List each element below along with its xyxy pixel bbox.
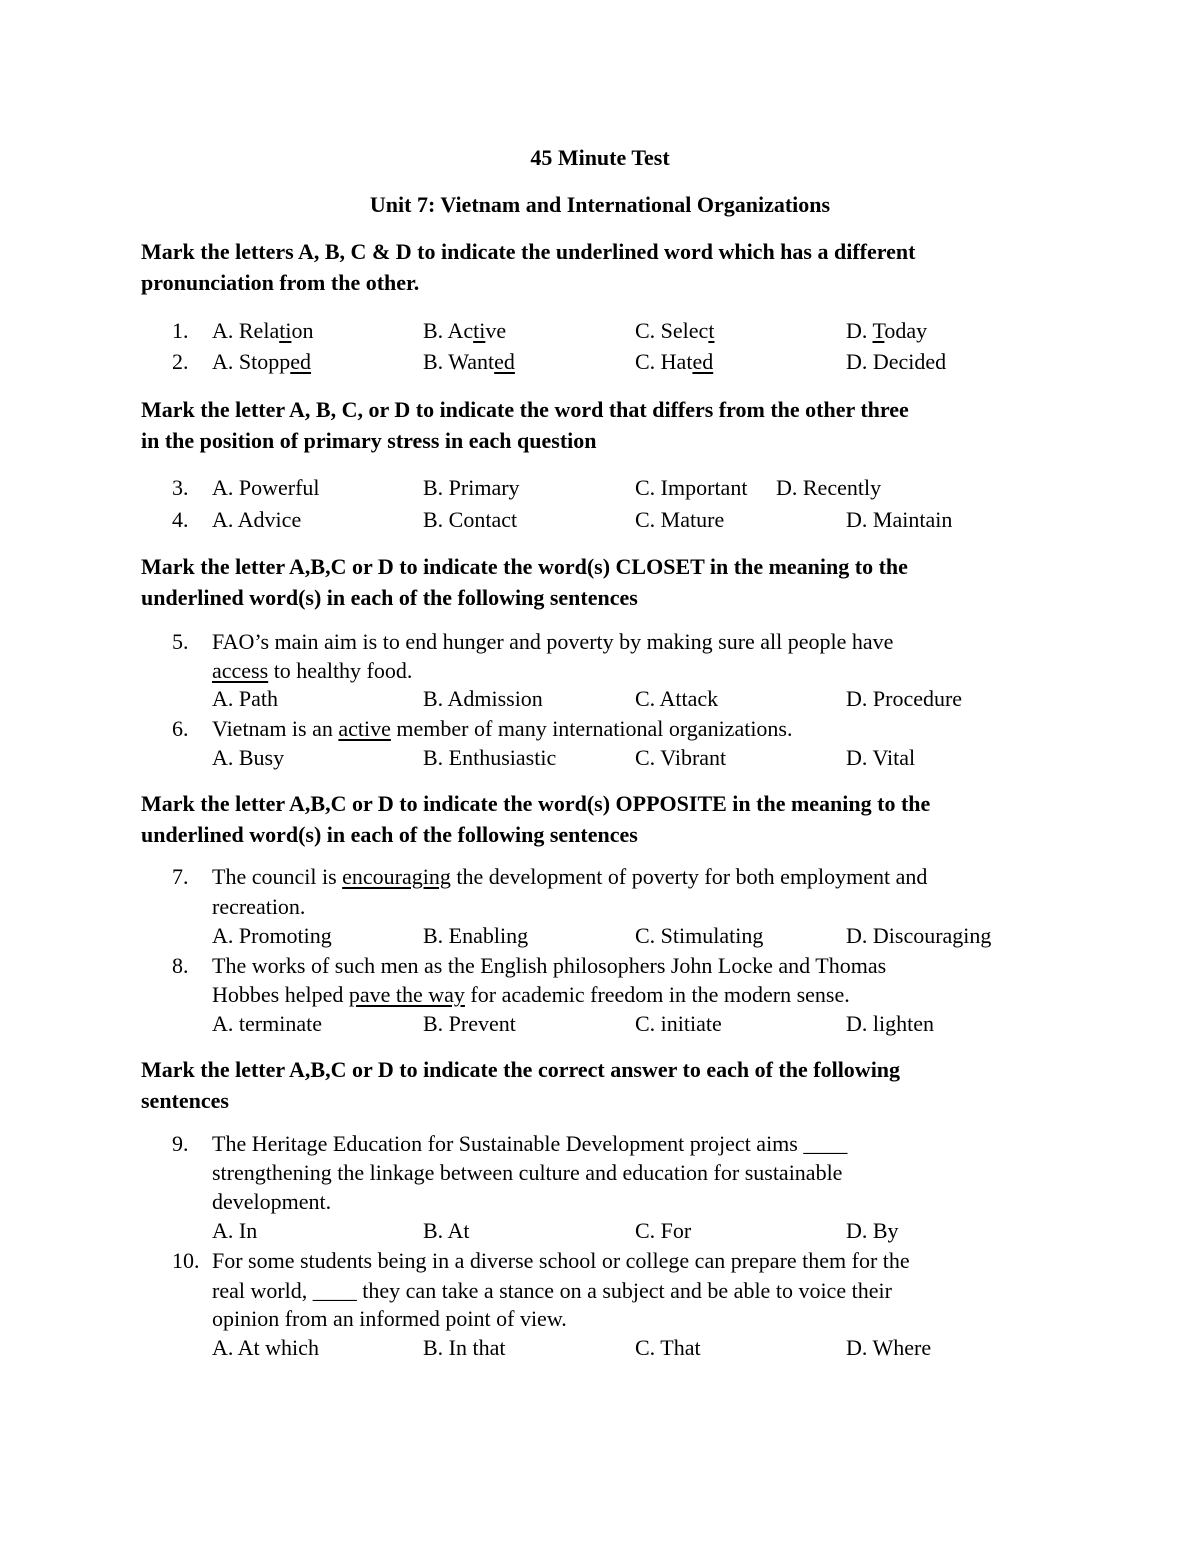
question-stem: strengthening the linkage between culture and education for sustainable xyxy=(212,1160,843,1185)
option-b: B. Prevent xyxy=(423,1011,516,1036)
page-subtitle: Unit 7: Vietnam and International Organizations xyxy=(369,192,831,217)
instruction-line: in the position of primary stress in each question xyxy=(141,428,597,453)
section2-instruction xyxy=(141,394,1071,456)
option-d: D. Procedure xyxy=(846,686,963,711)
section1-instruction xyxy=(141,236,1071,298)
question-number: 5. xyxy=(172,629,189,654)
option-a: A. Powerful xyxy=(212,475,320,500)
option-c: C. For xyxy=(635,1218,692,1243)
option-a: A. Path xyxy=(212,686,278,711)
option-b: B. At xyxy=(423,1218,470,1243)
instruction-line: sentences xyxy=(141,1088,229,1113)
option-b: B. Contact xyxy=(423,507,518,532)
option-c: C. Important xyxy=(635,475,748,500)
option-b: B. Admission xyxy=(423,686,543,711)
question-stem: For some students being in a diverse school or college can prepare them for the xyxy=(212,1248,910,1273)
option-c: C. Vibrant xyxy=(635,745,727,770)
question-stem: The works of such men as the English philosophers John Locke and Thomas xyxy=(212,953,887,978)
instruction-line: pronunciation from the other. xyxy=(141,270,420,295)
instruction-line: Mark the letter A, B, C, or D to indicate the word that differs from the other three xyxy=(141,397,909,422)
option-d: D. lighten xyxy=(846,1011,934,1036)
option-c: C. Stimulating xyxy=(635,923,764,948)
option-a: A. In xyxy=(212,1218,258,1243)
question-stem: development. xyxy=(212,1189,332,1214)
question-number: 3. xyxy=(172,475,189,500)
option-d: D. Maintain xyxy=(846,507,953,532)
option-a: A. Busy xyxy=(212,745,285,770)
option-b: B. In that xyxy=(423,1335,506,1360)
section3-instruction xyxy=(141,551,1071,613)
option-a: A. terminate xyxy=(212,1011,322,1036)
option-c: C. That xyxy=(635,1335,701,1360)
option-c: C. Mature xyxy=(635,507,725,532)
option-c: C. initiate xyxy=(635,1011,722,1036)
option-d: D. Recently xyxy=(776,475,882,500)
option-a: A. Promoting xyxy=(212,923,332,948)
question-stem: FAO’s main aim is to end hunger and poverty by making sure all people have xyxy=(212,629,894,654)
question-stem: The Heritage Education for Sustainable Development project aims ____ xyxy=(212,1131,848,1156)
instruction-line: Mark the letter A,B,C or D to indicate the word(s) OPPOSITE in the meaning to the xyxy=(141,791,931,816)
question-stem: opinion from an informed point of view. xyxy=(212,1306,567,1331)
option-d: D. By xyxy=(846,1218,899,1243)
instruction-line: underlined word(s) in each of the following sentences xyxy=(141,585,638,610)
option-d: D. Decided xyxy=(846,349,947,374)
instruction-line: underlined word(s) in each of the following sentences xyxy=(141,822,638,847)
question-number: 7. xyxy=(172,864,189,889)
option-d: D. Where xyxy=(846,1335,932,1360)
option-b: B. Primary xyxy=(423,475,520,500)
question-number: 4. xyxy=(172,507,189,532)
option-d: D. Today xyxy=(846,318,928,343)
option-a: A. At which xyxy=(212,1335,319,1360)
instruction-line: Mark the letter A,B,C or D to indicate the correct answer to each of the following xyxy=(141,1057,901,1082)
question-stem: The council is encouraging the development of poverty for both employment and xyxy=(212,864,928,889)
option-c: C. Hated xyxy=(635,349,714,374)
question-number: 10. xyxy=(172,1248,200,1273)
question-stem: recreation. xyxy=(212,894,306,919)
option-c: C. Attack xyxy=(635,686,719,711)
option-c: C. Select xyxy=(635,318,715,343)
question-number: 2. xyxy=(172,349,189,374)
option-a: A. Stopped xyxy=(212,349,312,374)
option-a: A. Advice xyxy=(212,507,302,532)
question-stem: Vietnam is an active member of many international organizations. xyxy=(212,716,793,741)
question-stem: Hobbes helped pave the way for academic freedom in the modern sense. xyxy=(212,982,850,1007)
option-b: B. Wanted xyxy=(423,349,515,374)
question-stem: real world, ____ they can take a stance on a subject and be able to voice their xyxy=(212,1278,892,1303)
instruction-line: Mark the letters A, B, C & D to indicate the underlined word which has a different xyxy=(141,239,916,264)
question-stem: access to healthy food. xyxy=(212,658,413,683)
question-number: 8. xyxy=(172,953,189,978)
question-number: 1. xyxy=(172,318,189,343)
option-b: B. Active xyxy=(423,318,507,343)
page-title: 45 Minute Test xyxy=(530,145,670,170)
question-number: 9. xyxy=(172,1131,189,1156)
instruction-line: Mark the letter A,B,C or D to indicate the word(s) CLOSET in the meaning to the xyxy=(141,554,908,579)
question-number: 6. xyxy=(172,716,189,741)
option-b: B. Enthusiastic xyxy=(423,745,557,770)
option-d: D. Vital xyxy=(846,745,916,770)
option-b: B. Enabling xyxy=(423,923,529,948)
option-d: D. Discouraging xyxy=(846,923,992,948)
section4-instruction xyxy=(141,788,1071,850)
section5-instruction xyxy=(141,1054,1071,1116)
option-a: A. Relation xyxy=(212,318,314,343)
